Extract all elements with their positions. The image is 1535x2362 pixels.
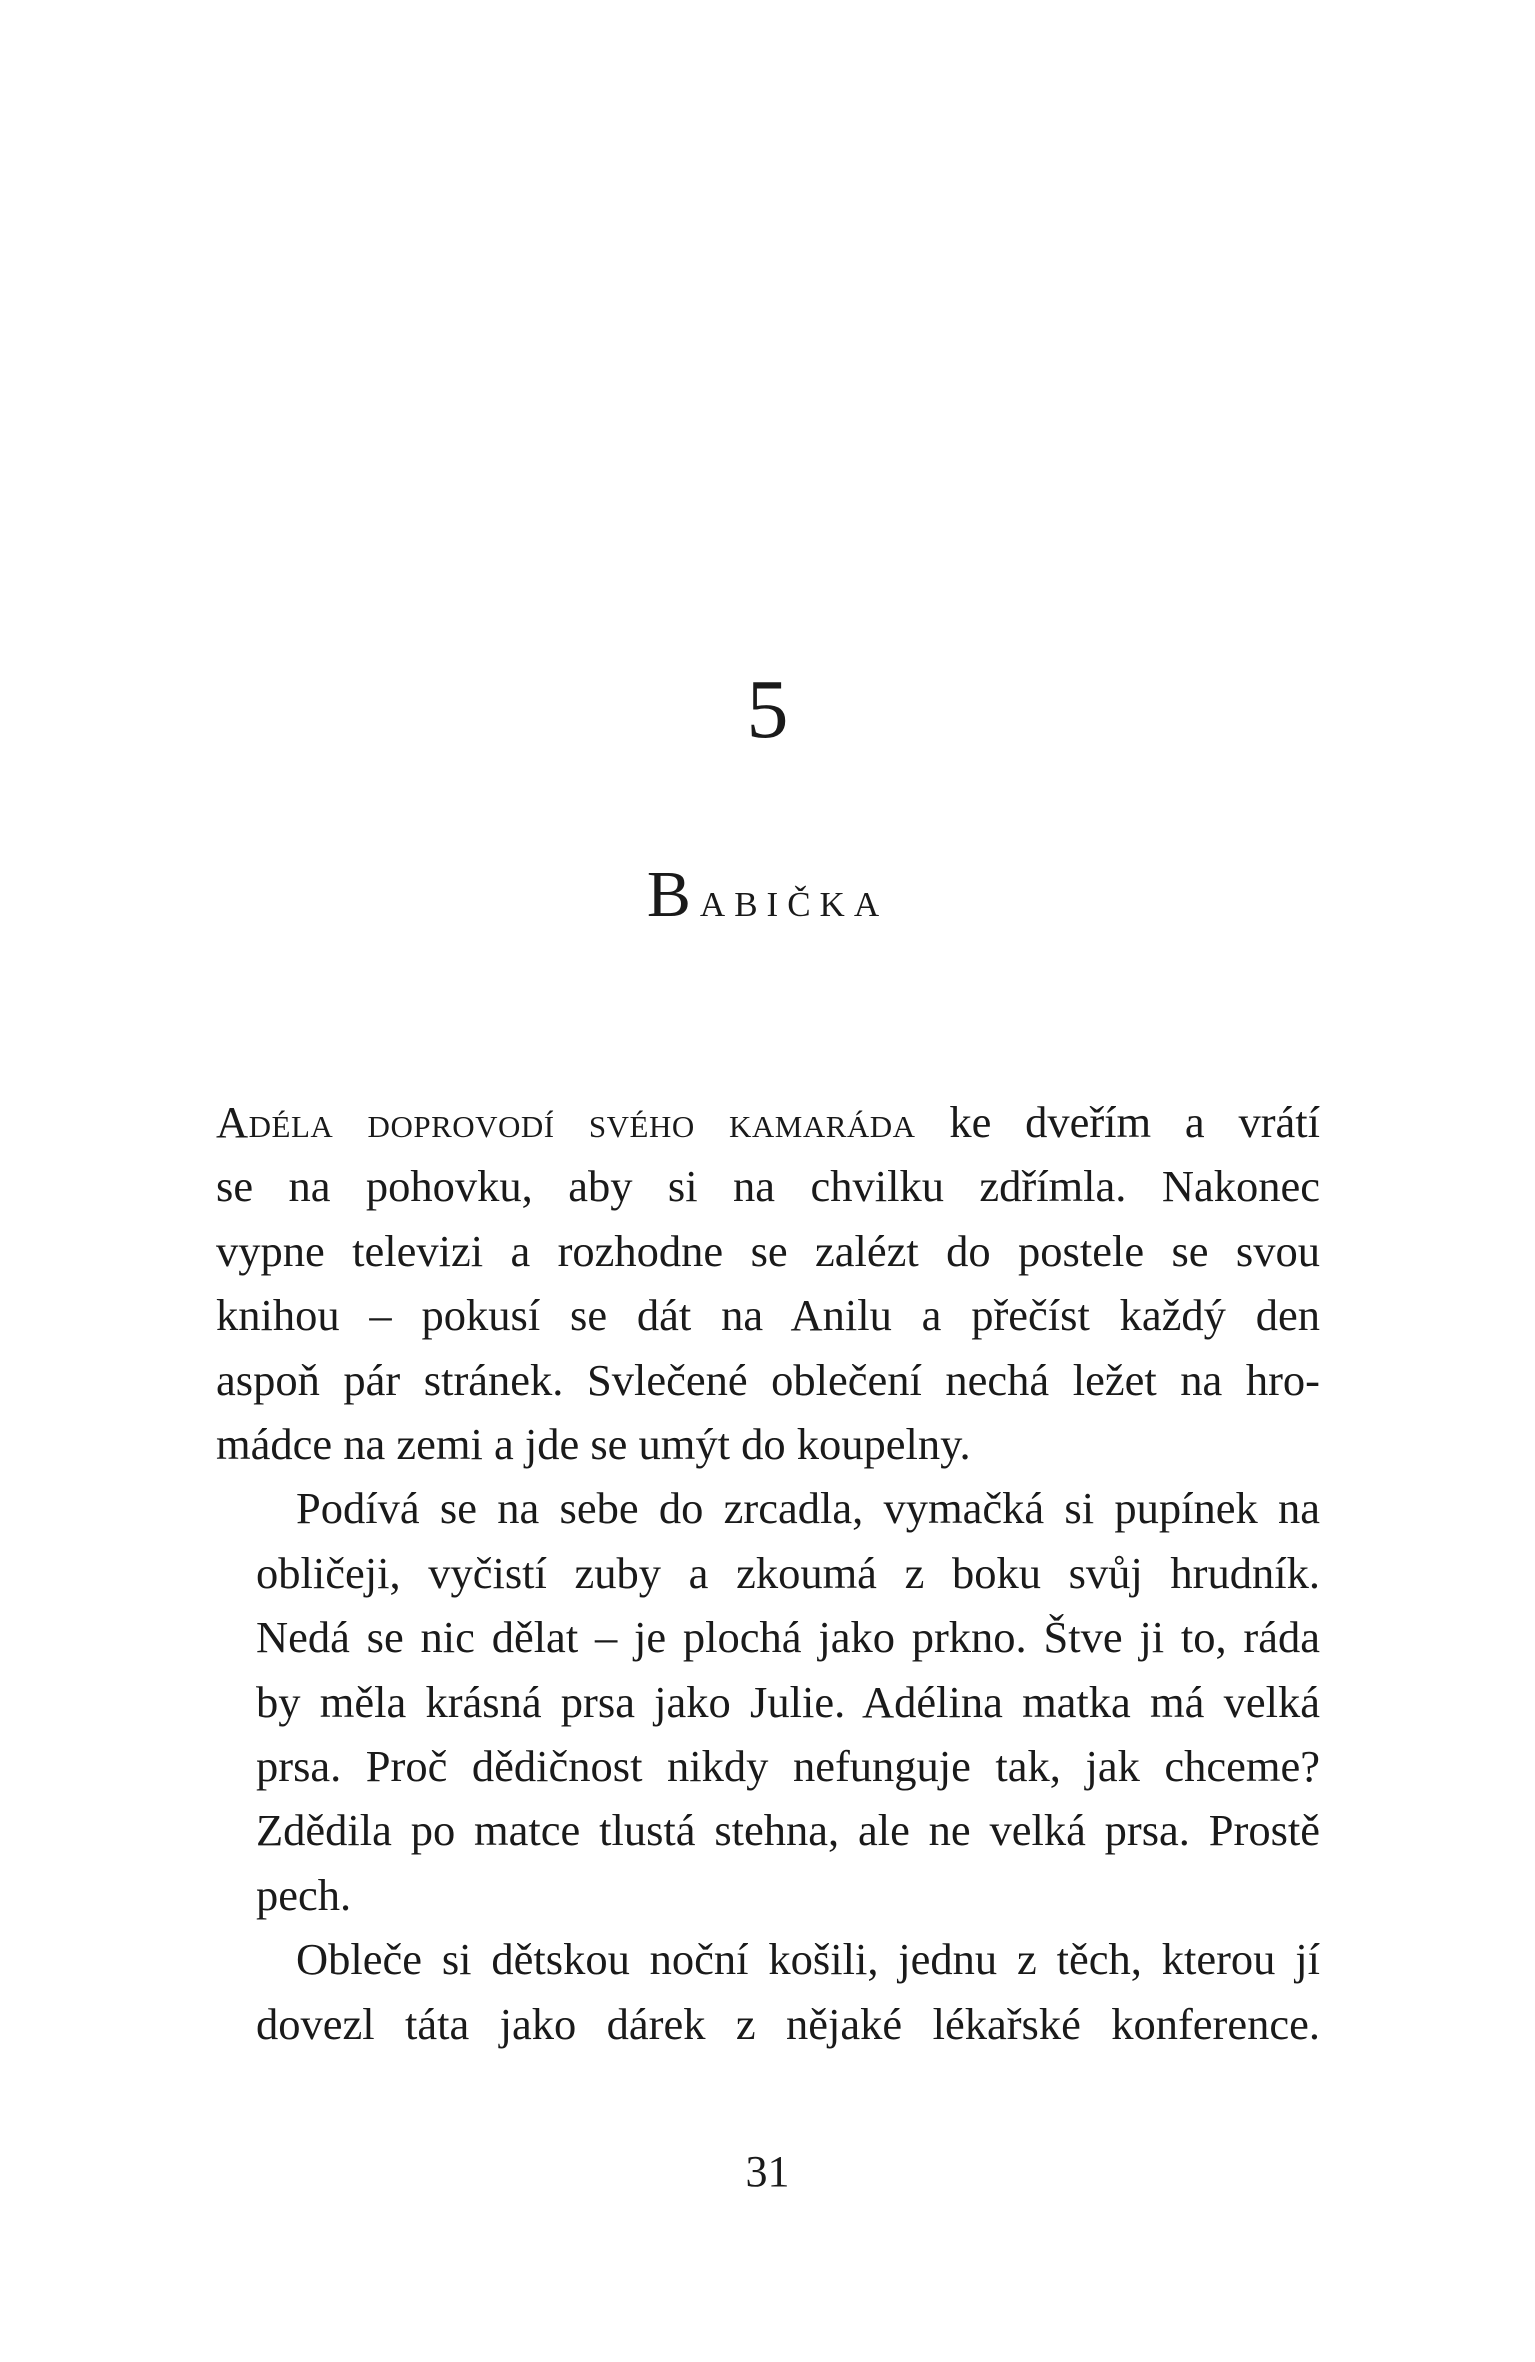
text-line: Podívá se na sebe do zrcadla, vymačká si pupínek na [296,1483,1320,1534]
text-line: prsa. Proč dědičnost nikdy nefunguje tak, jak chceme? [256,1741,1320,1792]
text-line: Obleče si dětskou noční košili, jednu z těch, kterou jí [296,1934,1320,1985]
text-line [216,1090,1320,1154]
text-line: vypne televizi a rozhodne se zalézt do postele se svou [216,1225,1320,1276]
text-line: mádce na zemi a jde se umýt do koupelny. [216,1419,971,1470]
paragraph-2 [216,1476,1320,1927]
text-line: by měla krásná prsa jako Julie. Adélina matka má velká [256,1676,1320,1727]
line-text: ke dveřím a vrátí [915,1097,1320,1147]
text-line: Nedá se nic dělat – je plochá jako prkno. Štve ji to, ráda [256,1612,1320,1663]
page-number: 31 [745,2147,790,2196]
chapter-title [0,855,1535,939]
paragraph-3 [216,1927,1320,2056]
chapter-title-initial: B [646,858,700,931]
chapter-body [216,1090,1320,2056]
text-line: knihou – pokusí se dát na Anilu a přečíst každý den [216,1290,1320,1341]
chapter-title-rest: abička [699,871,889,927]
text-line: Zdědila po matce tlustá stehna, ale ne velká prsa. Prostě [256,1805,1320,1856]
text-line: obličeji, vyčistí zuby a zkoumá z boku svůj hrudník. [256,1547,1320,1598]
paragraph-1 [216,1090,1320,1476]
text-line: pech. [256,1869,352,1920]
opening-small-caps: Adéla doprovodí svého kamaráda [216,1097,916,1147]
text-line: aspoň pár stránek. Svlečené oblečení nechá ležet na hro- [216,1354,1320,1405]
text-line: se na pohovku, aby si na chvilku zdřímla. Nakonec [216,1161,1320,1212]
chapter-number: 5 [746,663,789,756]
text-line: dovezl táta jako dárek z nějaké lékařské konference. [256,1998,1320,2049]
